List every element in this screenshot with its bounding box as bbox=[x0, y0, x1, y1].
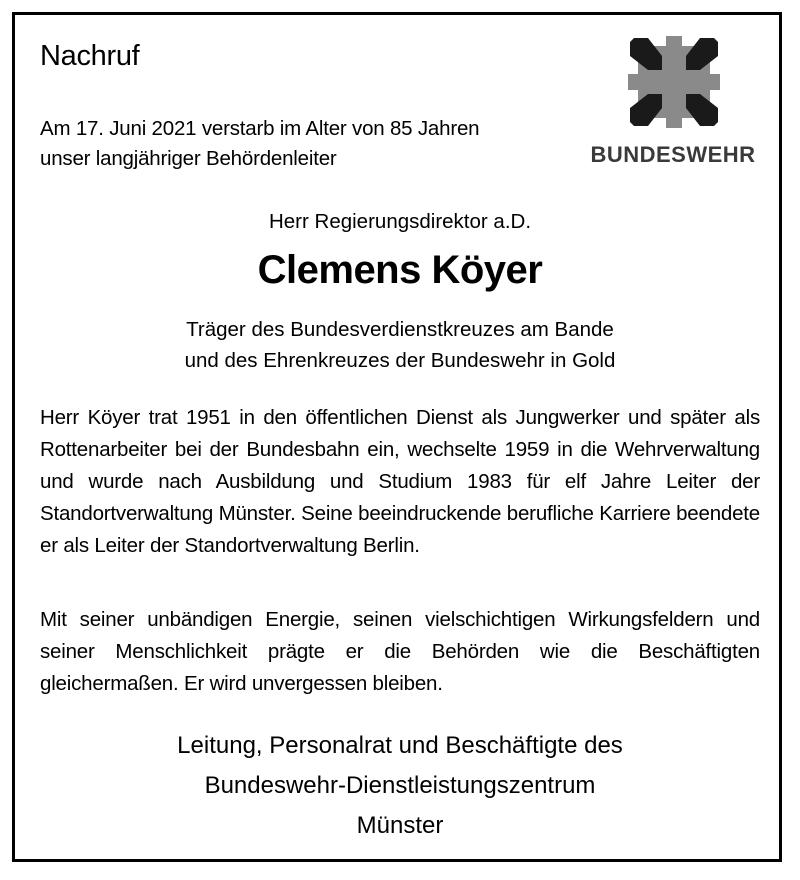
signature-block bbox=[0, 726, 800, 846]
notice-title: Nachruf bbox=[40, 40, 140, 72]
tribute-paragraph: Mit seiner unbändigen Energie, seinen vielschichtigen Wirkungsfeldern und seiner Menschlichkeit prägte er die Behörden wie die Beschäftigten gleichermaßen. Er wird unvergessen bleiben. bbox=[40, 608, 760, 695]
honors-line: und des Ehrenkreuzes der Bundeswehr in Gold bbox=[184, 349, 616, 372]
signature-line: Bundeswehr-Dienstleistungszentrum bbox=[204, 772, 596, 799]
deceased-name: Clemens Köyer bbox=[257, 248, 543, 292]
honors-line: Träger des Bundesverdienstkreuzes am Bande bbox=[186, 318, 614, 341]
biography-paragraph: Herr Köyer trat 1951 in den öffentlichen Dienst als Jungwerker und später als Rottenarbeiter bei der Bundesbahn ein, wechselte 1959 in die Wehrverwaltung und wurde nach Ausbildung und Studium 1983 für elf Jahre Leiter der Standortverwaltung Münster. Seine beeindruckende berufliche Karriere beendete er als Leiter der Standortverwaltung Berlin. bbox=[40, 406, 760, 557]
intro-text bbox=[40, 114, 479, 174]
rank-title: Herr Regierungsdirektor a.D. bbox=[268, 210, 532, 233]
signature-line: Leitung, Personalrat und Beschäftigte des bbox=[177, 732, 623, 759]
honors-text bbox=[0, 314, 800, 376]
logo-text: BUNDESWEHR bbox=[590, 142, 756, 167]
intro-line: unser langjähriger Behördenleiter bbox=[40, 147, 337, 170]
intro-line: Am 17. Juni 2021 verstarb im Alter von 85 Jahren bbox=[40, 117, 480, 140]
bundeswehr-logo bbox=[584, 36, 762, 176]
iron-cross-icon bbox=[628, 36, 720, 128]
signature-line: Münster bbox=[356, 812, 444, 839]
